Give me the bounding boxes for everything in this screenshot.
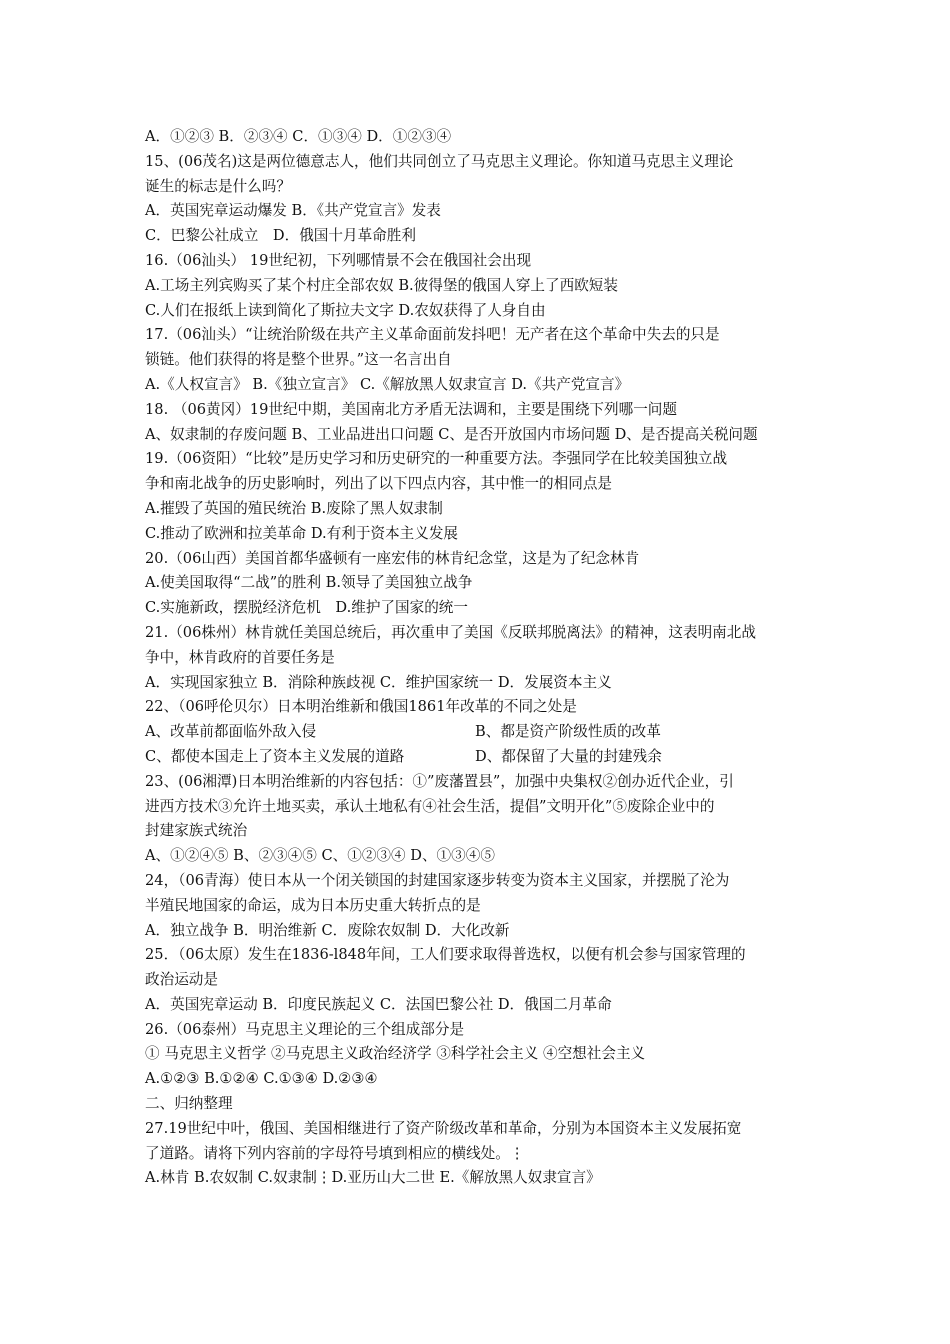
q22-option-c: C、都使本国走上了资本主义发展的道路 [145,747,405,765]
q23-stem-line1: 23、(06湘潭)日本明治维新的内容包括：①”废藩置县”，加强中央集权②创办近代企业，引 [145,772,734,790]
q23-stem-line2: 进西方技术③允许土地买卖，承认土地私有④社会生活，提倡”文明开化”⑤废除企业中的 [145,797,715,815]
document-page [145,125,815,1191]
q21-stem-line2: 争中，林肯政府的首要任务是 [145,648,335,666]
q19-stem-line1: 19.（06资阳）“比较”是历史学习和历史研究的一种重要方法。李强同学在比较美国独立战 [145,450,728,468]
q25-stem-line2: 政治运动是 [145,971,218,989]
q18-options: A、奴隶制的存废问题 B、工业品进出口问题 C、是否开放国内市场问题 D、是否提高关税问题 [145,425,758,443]
q15-options-cd: C．巴黎公社成立 D．俄国十月革命胜利 [145,227,416,245]
q19-stem-line2: 争和南北战争的历史影响时，列出了以下四点内容，其中惟一的相同点是 [145,475,613,493]
q22-option-a: A、改革前都面临外敌入侵 [145,723,317,741]
q26-stem: 26.（06泰州）马克思主义理论的三个组成部分是 [145,1020,465,1038]
q22-option-d: D、都保留了大量的封建残余 [475,747,662,765]
q26-options: A.①②③ B.①②④ C.①③④ D.②③④ [145,1070,378,1088]
q22-stem: 22、（06呼伦贝尔）日本明治维新和俄国1861年改革的不同之处是 [145,698,577,716]
q25-stem-line1: 25．（06太原）发生在1836-l848年间，工人们要求取得普选权，以便有机会参与国家管理的 [145,946,746,964]
q23-options: A、①②④⑤ B、②③④⑤ C、①②③④ D、①③④⑤ [145,847,495,865]
q17-stem-line2: 锁链。他们获得的将是整个世界。”这一名言出自 [145,351,452,369]
q15-options-ab: A．英国宪章运动爆发 B．《共产党宣言》发表 [145,202,441,220]
q26-items: ① 马克思主义哲学 ②马克思主义政治经济学 ③科学社会主义 ④空想社会主义 [145,1045,646,1063]
q17-stem-line1: 17.（06汕头）“让统治阶级在共产主义革命面前发抖吧！无产者在这个革命中失去的只是 [145,326,720,344]
q16-stem: 16.（06汕头） 19世纪初，下列哪情景不会在俄国社会出现 [145,251,532,269]
q22-options-cd [145,745,815,770]
q16-options-cd: C.人们在报纸上读到简化了斯拉夫文字 D.农奴获得了人身自由 [145,301,546,319]
q22-options-ab [145,720,815,745]
q24-options: A．独立战争 B．明治维新 C．废除农奴制 D．大化改新 [145,921,510,939]
q20-options-ab: A.使美国取得“二战”的胜利 B.领导了美国独立战争 [145,574,473,592]
q15-stem-line2: 诞生的标志是什么吗？ [145,177,291,195]
q15-stem-line1: 15、(06茂名)这是两位德意志人，他们共同创立了马克思主义理论。你知道马克思主义理论 [145,152,734,170]
q17-options: A.《人权宣言》 B.《独立宣言》 C.《解放黑人奴隶宣言 D.《共产党宣言》 [145,375,630,393]
q14-options: A．①②③ B．②③④ C．①③④ D．①②③④ [145,128,452,145]
q19-options-ab: A.摧毁了英国的殖民统治 B.废除了黑人奴隶制 [145,499,443,517]
q27-stem-line1: 27.19世纪中叶，俄国、美国相继进行了资产阶级改革和革命，分别为本国资本主义发展拓宽 [145,1119,742,1137]
q18-stem: 18. （06黄冈）19世纪中期，美国南北方矛盾无法调和，主要是围绕下列哪一问题 [145,400,677,418]
q24-stem-line2: 半殖民地国家的命运，成为日本历史重大转折点的是 [145,896,481,914]
q16-options-ab: A.工场主列宾购买了某个村庄全部农奴 B.彼得堡的俄国人穿上了西欧短装 [145,276,618,294]
q25-options: A．英国宪章运动 B．印度民族起义 C．法国巴黎公社 D．俄国二月革命 [145,995,612,1013]
q23-stem-line3: 封建家族式统治 [145,822,248,840]
q27-stem-line2: 了道路。请将下列内容前的字母符号填到相应的横线处。⋮ [145,1144,525,1162]
q22-option-b: B、都是资产阶级性质的改革 [475,723,661,741]
q19-options-cd: C.推动了欧洲和拉美革命 D.有利于资本主义发展 [145,524,459,542]
q21-stem-line1: 21.（06株州）林肯就任美国总统后，再次重申了美国《反联邦脱离法》的精神，这表明南北战 [145,623,756,641]
q24-stem-line1: 24，（06青海）使日本从一个闭关锁国的封建国家逐步转变为资本主义国家，并摆脱了沦为 [145,871,730,889]
q20-options-cd: C.实施新政，摆脱经济危机 D.维护了国家的统一 [145,599,468,617]
q27-options: A.林肯 B.农奴制 C.奴隶制⋮D.亚历山大二世 E.《解放黑人奴隶宣言》 [145,1169,601,1187]
q21-options: A．实现国家独立 B．消除种族歧视 C．维护国家统一 D．发展资本主义 [145,673,612,691]
q20-stem: 20.（06山西）美国首都华盛顿有一座宏伟的林肯纪念堂，这是为了纪念林肯 [145,549,640,567]
section-heading: 二、归纳整理 [145,1095,233,1113]
